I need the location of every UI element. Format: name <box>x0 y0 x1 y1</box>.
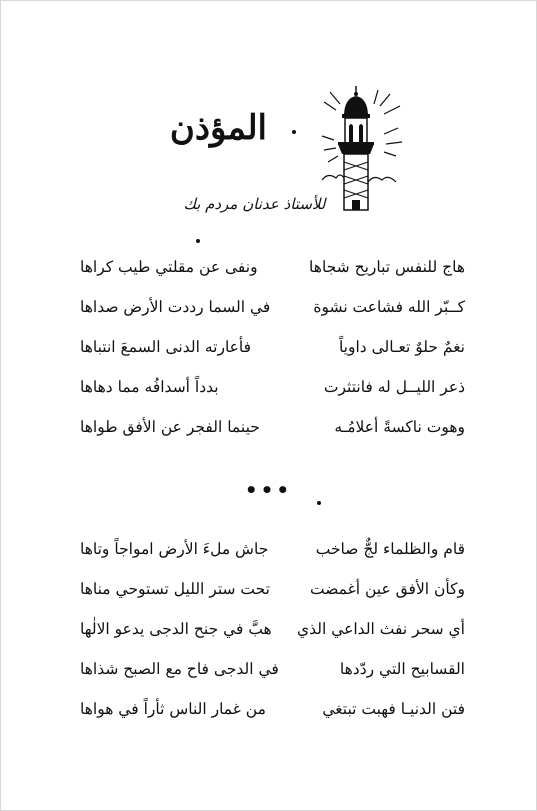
verse-first-hemistich: فتن الدنيـا فهبت تبتغي <box>322 700 465 718</box>
page-header <box>0 78 537 213</box>
verse-second-hemistich: حينما الفجر عن الأفق طواها <box>80 418 260 436</box>
verse-second-hemistich: فأعارته الدنى السمعَ انتباها <box>80 338 252 356</box>
verse-second-hemistich: بدداً أسدافُه مما دهاها <box>80 378 219 396</box>
stanza-1 <box>80 248 465 448</box>
verse-first-hemistich: قام والظلماء لجٌّ صاخب <box>315 540 465 558</box>
verse <box>80 570 465 610</box>
verse-second-hemistich: ونفى عن مقلتي طيب كراها <box>80 258 258 276</box>
verse <box>80 650 465 690</box>
verse-first-hemistich: كــبّر الله فشاعت نشوة <box>313 298 465 316</box>
verse-second-hemistich: في السما رددت الأرض صداها <box>80 298 271 316</box>
verse <box>80 368 465 408</box>
verse <box>80 530 465 570</box>
verse <box>80 328 465 368</box>
verse-first-hemistich: هاج للنفس تباريح شجاها <box>309 258 465 276</box>
verse <box>80 248 465 288</box>
verse-first-hemistich: أي سحر نفث الداعي الذي <box>296 620 465 638</box>
ornament-dot <box>196 239 200 243</box>
poem-author: للأستاذ عدنان مردم بك <box>183 195 326 213</box>
ornament-dot <box>317 501 321 505</box>
verse-first-hemistich: وهوت ناكسةً أعلامُـه <box>334 418 465 436</box>
verse-second-hemistich: هبَّ في جنح الدجى يدعو الالٰها <box>80 620 272 638</box>
title-ornament-dot <box>292 130 296 134</box>
verse <box>80 288 465 328</box>
verse-second-hemistich: تحت ستر الليل تستوحي مناها <box>80 580 270 598</box>
minaret-illustration-icon <box>318 84 408 212</box>
section-divider: ••• <box>244 478 293 502</box>
verse <box>80 690 465 730</box>
stanza-2 <box>80 530 465 730</box>
verse-second-hemistich: في الدجى فاح مع الصبح شذاها <box>80 660 279 678</box>
verse-first-hemistich: نغمٌ حلوٌ تعـالى داوياً <box>338 338 465 356</box>
poem-title: المؤذن <box>169 108 267 148</box>
verse <box>80 610 465 650</box>
verse-first-hemistich: القسابيح التي ردّدها <box>339 660 465 678</box>
verse-second-hemistich: من غمار الناس ثأراً في هواها <box>80 700 266 718</box>
verse <box>80 408 465 448</box>
verse-first-hemistich: وكأن الأفق عين أغمضت <box>310 580 465 598</box>
verse-first-hemistich: ذعر الليــل له فانتثرت <box>323 378 465 396</box>
verse-second-hemistich: جاش ملءَ الأرض امواجاً وتاها <box>80 540 269 558</box>
